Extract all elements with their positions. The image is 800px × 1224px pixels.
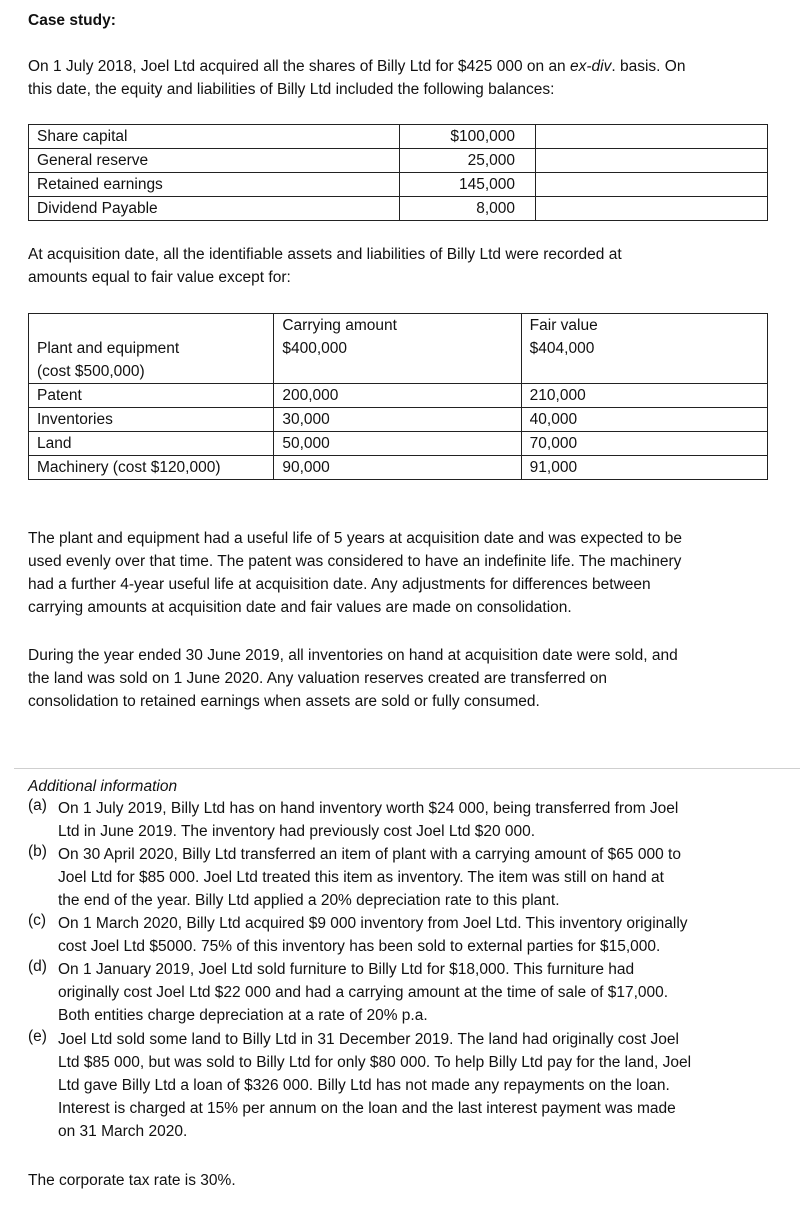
- item-line: On 1 March 2020, Billy Ltd acquired $9 000 inventory from Joel Ltd. This inventory originally: [58, 915, 688, 932]
- item-line: Joel Ltd for $85 000. Joel Ltd treated this item as inventory. The item was still on hand at: [58, 869, 664, 886]
- table-row: [29, 149, 768, 173]
- list-item: [28, 797, 773, 843]
- intro-text-1: On 1 July 2018, Joel Ltd acquired all the shares of Billy Ltd for $425 000 on an: [28, 58, 570, 75]
- item-line: Joel Ltd sold some land to Billy Ltd in 31 December 2019. The land had originally cost Joel: [58, 1031, 679, 1048]
- asset-fair-value: 70,000: [521, 432, 767, 456]
- intro-paragraph: [28, 55, 778, 101]
- asset-label: Machinery (cost $120,000): [29, 456, 274, 480]
- equity-blank-cell: [536, 173, 768, 197]
- list-item: [28, 912, 773, 958]
- plant-paragraph-line: had a further 4-year useful life at acquisition date. Any adjustments for differences between: [28, 576, 651, 593]
- inventory-paragraph-line: consolidation to retained earnings when assets are sold or fully consumed.: [28, 693, 540, 710]
- inventory-paragraph-line: the land was sold on 1 June 2020. Any valuation reserves created are transferred on: [28, 670, 608, 687]
- equity-label: Retained earnings: [29, 173, 400, 197]
- item-line: on 31 March 2020.: [58, 1123, 188, 1140]
- fair-value-table: [28, 313, 768, 480]
- fair-value-intro: [28, 243, 778, 289]
- equity-label: General reserve: [29, 149, 400, 173]
- plant-paragraph-line: carrying amounts at acquisition date and fair values are made on consolidation.: [28, 599, 572, 616]
- plant-label-line-1: Plant and equipment: [37, 340, 180, 357]
- asset-label: Inventories: [29, 408, 274, 432]
- plant-paragraph-line: The plant and equipment had a useful life of 5 years at acquisition date and was expected to be: [28, 530, 683, 547]
- asset-fair-value: 91,000: [521, 456, 767, 480]
- plant-carrying: $400,000: [274, 337, 521, 384]
- item-label: (c): [28, 912, 47, 929]
- equity-amount: 145,000: [400, 173, 536, 197]
- section-divider: [14, 768, 800, 769]
- asset-fair-value: 210,000: [521, 384, 767, 408]
- item-line: originally cost Joel Ltd $22 000 and had a carrying amount at the time of sale of $17,000.: [58, 984, 669, 1001]
- item-text: [58, 843, 773, 912]
- case-study-heading: Case study:: [28, 12, 116, 29]
- fair-value-intro-line-1: At acquisition date, all the identifiable assets and liabilities of Billy Ltd were recorded at: [28, 246, 622, 263]
- asset-label: Land: [29, 432, 274, 456]
- item-line: Ltd $85 000, but was sold to Billy Ltd for only $80 000. To help Billy Ltd pay for the land, Joel: [58, 1054, 692, 1071]
- item-label: (a): [28, 797, 47, 814]
- list-item: [28, 843, 773, 912]
- table-row: [29, 432, 768, 456]
- table-row: [29, 125, 768, 149]
- item-line: Interest is charged at 15% per annum on the loan and the last interest payment was made: [58, 1100, 676, 1117]
- equity-amount: $100,000: [400, 125, 536, 149]
- item-line: cost Joel Ltd $5000. 75% of this inventory has been sold to external parties for $15,000.: [58, 938, 661, 955]
- asset-carrying: 50,000: [274, 432, 521, 456]
- item-text: [58, 1028, 773, 1143]
- plant-paragraph: [28, 527, 778, 619]
- item-line: Both entities charge depreciation at a rate of 20% p.a.: [58, 1007, 428, 1024]
- item-label: (b): [28, 843, 47, 860]
- item-line: the end of the year. Billy Ltd applied a 20% depreciation rate to this plant.: [58, 892, 560, 909]
- plant-paragraph-line: used evenly over that time. The patent was considered to have an indefinite life. The machinery: [28, 553, 682, 570]
- equity-amount: 25,000: [400, 149, 536, 173]
- intro-text-2: . basis. On: [611, 58, 686, 75]
- equity-label: Share capital: [29, 125, 400, 149]
- table-row: [29, 456, 768, 480]
- item-line: Ltd gave Billy Ltd a loan of $326 000. Billy Ltd has not made any repayments on the loan.: [58, 1077, 670, 1094]
- list-item: [28, 1028, 773, 1143]
- table-row: [29, 197, 768, 221]
- column-header-carrying: Carrying amount: [274, 314, 521, 338]
- item-line: On 30 April 2020, Billy Ltd transferred an item of plant with a carrying amount of $65 000 to: [58, 846, 681, 863]
- fair-value-intro-line-2: amounts equal to fair value except for:: [28, 269, 291, 286]
- item-line: On 1 July 2019, Billy Ltd has on hand inventory worth $24 000, being transferred from Joel: [58, 800, 679, 817]
- equity-balances-table: [28, 124, 768, 221]
- plant-label-cell: [29, 314, 274, 384]
- item-line: Ltd in June 2019. The inventory had previously cost Joel Ltd $20 000.: [58, 823, 536, 840]
- equity-blank-cell: [536, 197, 768, 221]
- asset-carrying: 30,000: [274, 408, 521, 432]
- asset-carrying: 90,000: [274, 456, 521, 480]
- item-label: (e): [28, 1028, 47, 1045]
- intro-ex-div: ex-div: [570, 58, 612, 75]
- plant-fair-value: $404,000: [521, 337, 767, 384]
- equity-amount: 8,000: [400, 197, 536, 221]
- equity-blank-cell: [536, 125, 768, 149]
- inventory-paragraph: [28, 644, 778, 713]
- table-row: [29, 408, 768, 432]
- asset-carrying: 200,000: [274, 384, 521, 408]
- item-text: [58, 958, 773, 1027]
- table-row: [29, 314, 768, 338]
- equity-label: Dividend Payable: [29, 197, 400, 221]
- item-text: [58, 797, 773, 843]
- asset-fair-value: 40,000: [521, 408, 767, 432]
- inventory-paragraph-line: During the year ended 30 June 2019, all inventories on hand at acquisition date were sold, and: [28, 647, 678, 664]
- table-row: [29, 173, 768, 197]
- table-row: [29, 384, 768, 408]
- additional-info-title: Additional information: [28, 778, 178, 795]
- item-text: [58, 912, 773, 958]
- plant-label-line-2: (cost $500,000): [37, 363, 145, 380]
- intro-text-3: this date, the equity and liabilities of Billy Ltd included the following balances:: [28, 81, 555, 98]
- list-item: [28, 958, 773, 1027]
- item-line: On 1 January 2019, Joel Ltd sold furniture to Billy Ltd for $18,000. This furniture had: [58, 961, 635, 978]
- tax-rate-line: The corporate tax rate is 30%.: [28, 1172, 236, 1189]
- equity-blank-cell: [536, 149, 768, 173]
- item-label: (d): [28, 958, 47, 975]
- column-header-fair-value: Fair value: [521, 314, 767, 338]
- asset-label: Patent: [29, 384, 274, 408]
